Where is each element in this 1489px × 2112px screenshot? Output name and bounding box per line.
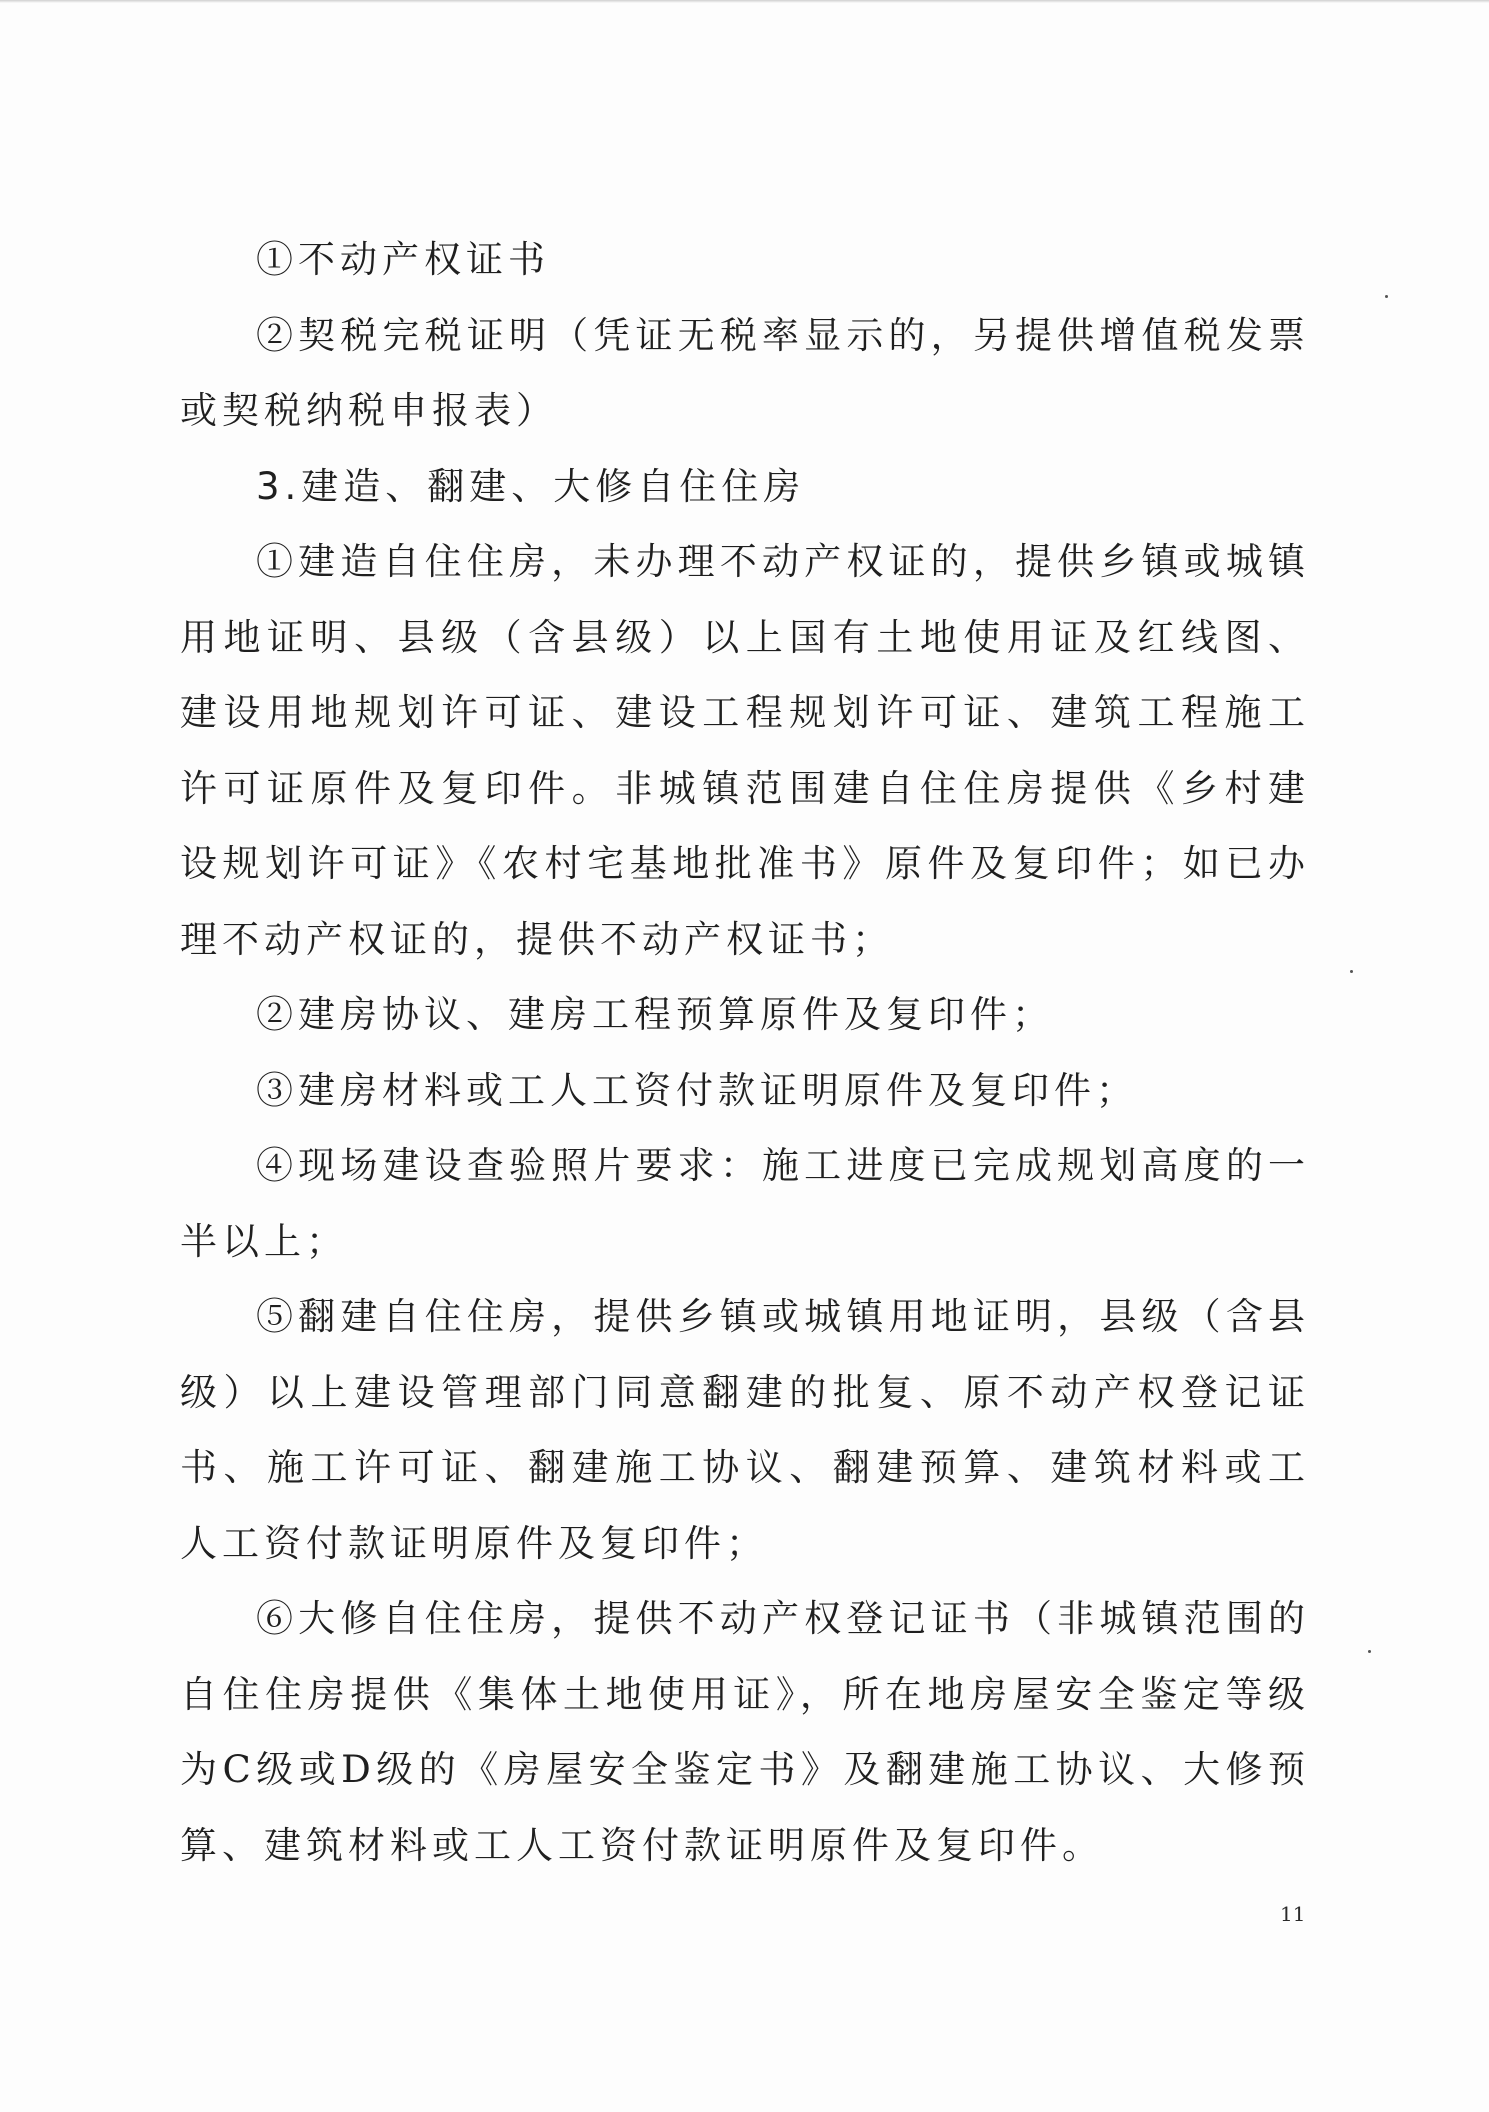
page-number: 11 bbox=[1280, 1902, 1306, 1926]
scan-speck bbox=[1350, 970, 1353, 973]
item-rebuild-own-house: ⑤翻建自住住房，提供乡镇或城镇用地证明，县级（含县级）以上建设管理部门同意翻建的批复、原不动产权登记证书、施工许可证、翻建施工协议、翻建预算、建筑材料或工人工资付款证明原件及复印件； bbox=[180, 1295, 1310, 1565]
scan-speck bbox=[1385, 295, 1388, 298]
item-major-repair: ⑥大修自住住房，提供不动产权登记证书（非城镇范围的自住住房提供《集体土地使用证》，所在地房屋安全鉴定等级为C级或D级的《房屋安全鉴定书》及翻建施工协议、大修预算、建筑材料或工人工资付款证明原件及复印件。 bbox=[180, 1597, 1310, 1867]
scan-edge bbox=[0, 0, 1489, 3]
item-deed-tax-proof: ②契税完税证明（凭证无税率显示的，另提供增值税发票或契税纳税申报表） bbox=[180, 313, 1310, 432]
item-material-payment: ③建房材料或工人工资付款证明原件及复印件； bbox=[256, 1068, 1138, 1112]
item-property-certificate: ①不动产权证书 bbox=[256, 238, 550, 281]
document-body bbox=[180, 222, 1310, 1883]
item-build-agreement: ②建房协议、建房工程预算原件及复印件； bbox=[256, 993, 1054, 1036]
section-heading-build-renovate: 3.建造、翻建、大修自住住房 bbox=[256, 464, 806, 508]
scan-speck bbox=[1368, 1650, 1371, 1653]
item-site-photo-requirement: ④现场建设查验照片要求：施工进度已完成规划高度的一半以上； bbox=[180, 1144, 1310, 1263]
item-build-own-house: ①建造自住住房，未办理不动产权证的，提供乡镇或城镇用地证明、县级（含县级）以上国有土地使用证及红线图、建设用地规划许可证、建设工程规划许可证、建筑工程施工许可证原件及复印件。非城镇范围建自住住房提供《乡村建设规划许可证》《农村宅基地批准书》原件及复印件；如已办理不动产权证的，提供不动产权证书； bbox=[180, 540, 1310, 961]
